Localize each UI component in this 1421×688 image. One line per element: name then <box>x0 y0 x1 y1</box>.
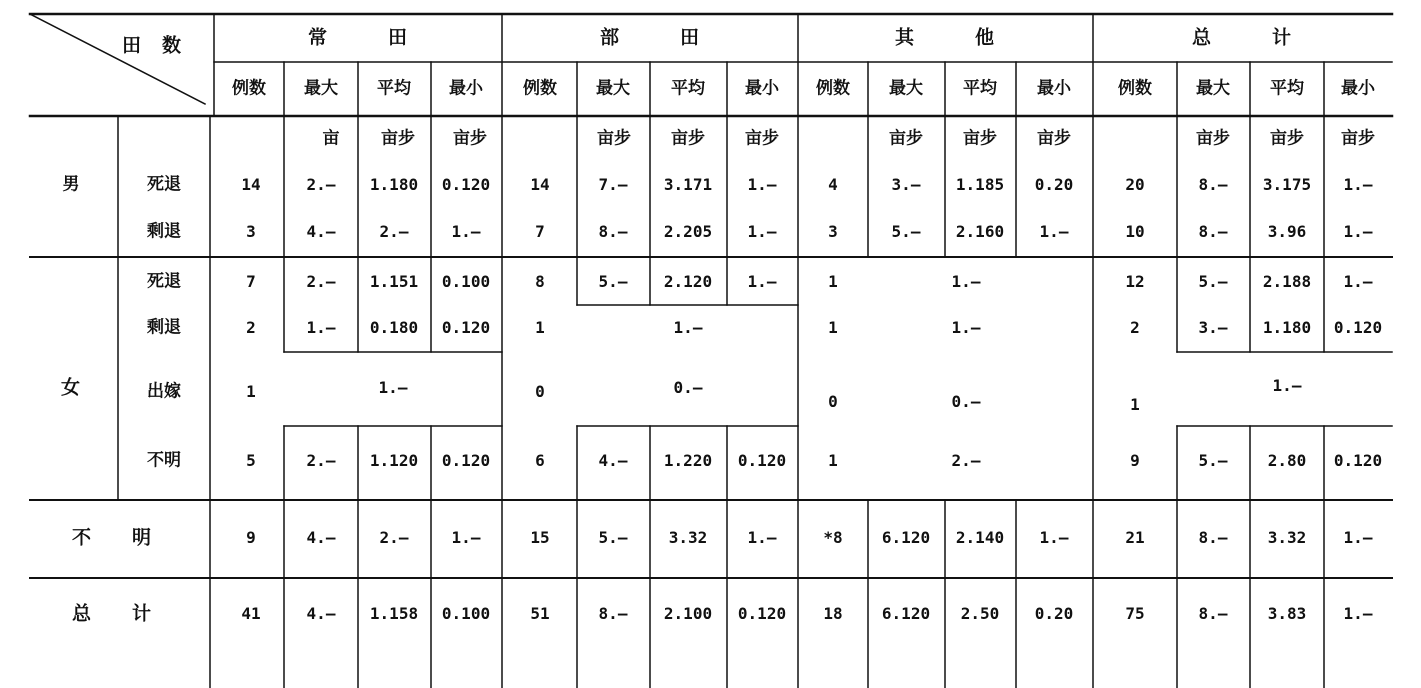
cell-max: 4.— <box>306 604 336 623</box>
cell-count: 2 <box>246 318 256 337</box>
unit-label: 亩步 <box>1196 128 1230 149</box>
cell-count: 7 <box>246 272 256 291</box>
cell-max: 3.— <box>891 175 921 194</box>
cell-avg: 3.175 <box>1262 175 1312 194</box>
cell-merged-value: 0.— <box>673 378 703 397</box>
cell-avg: 2.80 <box>1267 451 1307 470</box>
cell-min: 0.120 <box>737 604 787 623</box>
cell-min: 1.— <box>451 222 481 241</box>
section-label-male: 男 <box>62 174 80 195</box>
cell-count: 15 <box>530 528 550 547</box>
cell-merged-value: 1.— <box>951 318 981 337</box>
unit-label: 亩步 <box>745 128 779 149</box>
cell-max: 2.— <box>306 272 336 291</box>
cell-count: 7 <box>535 222 545 241</box>
cell-min: 1.— <box>1039 528 1069 547</box>
cell-min: 1.— <box>1343 175 1373 194</box>
cell-count: 18 <box>823 604 843 623</box>
cell-avg: 3.171 <box>663 175 713 194</box>
cell-min: 1.— <box>451 528 481 547</box>
cell-min: 1.— <box>747 222 777 241</box>
cell-max: 7.— <box>598 175 628 194</box>
cell-max: 8.— <box>598 222 628 241</box>
sub-header-count: 例数 <box>232 78 266 99</box>
cell-avg: 3.83 <box>1267 604 1307 623</box>
cell-count: 14 <box>530 175 550 194</box>
cell-count: 6 <box>535 451 545 470</box>
cell-max: 5.— <box>598 272 628 291</box>
cell-min: 1.— <box>1039 222 1069 241</box>
cell-avg: 1.120 <box>369 451 419 470</box>
cell-avg: 1.220 <box>663 451 713 470</box>
row-label: 死退 <box>147 271 181 292</box>
cell-min: 1.— <box>747 175 777 194</box>
cell-min: 0.120 <box>1333 451 1383 470</box>
group-header-qita: 其 他 <box>894 26 996 49</box>
row-label: 死退 <box>147 174 181 195</box>
cell-max: 8.— <box>1198 175 1228 194</box>
cell-avg: 1.180 <box>1262 318 1312 337</box>
cell-count: 1 <box>828 451 838 470</box>
cell-count: 1 <box>828 318 838 337</box>
cell-max: 5.— <box>598 528 628 547</box>
cell-count: 41 <box>241 604 261 623</box>
cell-count: 10 <box>1125 222 1145 241</box>
cell-count: 1 <box>828 272 838 291</box>
cell-min: 0.100 <box>441 272 491 291</box>
cell-count: 5 <box>246 451 256 470</box>
cell-count: 1 <box>535 318 545 337</box>
cell-count: 2 <box>1130 318 1140 337</box>
cell-max: 4.— <box>598 451 628 470</box>
cell-count: 3 <box>246 222 256 241</box>
section-label-female: 女 <box>60 376 82 399</box>
row-label: 剩退 <box>147 317 181 338</box>
cell-min: 1.— <box>1343 272 1373 291</box>
cell-avg: 2.140 <box>955 528 1005 547</box>
cell-count: 0 <box>828 392 838 411</box>
cell-avg: 1.180 <box>369 175 419 194</box>
section-label-unknown: 不 明 <box>71 526 153 549</box>
cell-avg: 3.32 <box>1267 528 1307 547</box>
cell-count: 12 <box>1125 272 1145 291</box>
cell-count: 1 <box>246 382 256 401</box>
cell-avg: 3.32 <box>668 528 708 547</box>
cell-min: 0.120 <box>441 318 491 337</box>
cell-min: 0.20 <box>1034 175 1074 194</box>
sub-header-min: 最小 <box>1341 78 1375 99</box>
cell-merged-value: 2.— <box>951 451 981 470</box>
sub-header-avg: 平均 <box>963 78 997 99</box>
cell-avg: 1.158 <box>369 604 419 623</box>
cell-count: 4 <box>828 175 838 194</box>
section-label-total: 总 计 <box>71 602 153 625</box>
row-label: 不明 <box>147 450 181 471</box>
cell-count: 9 <box>246 528 256 547</box>
sub-header-max: 最大 <box>596 78 630 99</box>
group-header-butian: 部 田 <box>599 26 701 49</box>
cell-merged-value: 1.— <box>1272 376 1302 395</box>
cell-min: 1.— <box>1343 222 1373 241</box>
cell-min: 1.— <box>747 528 777 547</box>
cell-max: 8.— <box>598 604 628 623</box>
cell-count: 75 <box>1125 604 1145 623</box>
cell-max: 4.— <box>306 528 336 547</box>
cell-max: 2.— <box>306 451 336 470</box>
group-header-zongji: 总 计 <box>1191 26 1293 49</box>
sub-header-max: 最大 <box>1196 78 1230 99</box>
cell-max: 8.— <box>1198 222 1228 241</box>
cell-avg: 2.160 <box>955 222 1005 241</box>
cell-min: 0.120 <box>1333 318 1383 337</box>
cell-count: 3 <box>828 222 838 241</box>
cell-avg: 2.100 <box>663 604 713 623</box>
cell-merged-value: 0.— <box>951 392 981 411</box>
cell-avg: 2.50 <box>960 604 1000 623</box>
unit-label: 亩步 <box>381 128 415 149</box>
group-header-changtian: 常 田 <box>307 26 409 49</box>
cell-avg: 3.96 <box>1267 222 1307 241</box>
cell-merged-value: 1.— <box>378 378 408 397</box>
cell-count: 21 <box>1125 528 1145 547</box>
sub-header-min: 最小 <box>745 78 779 99</box>
corner-header: 田 数 <box>121 34 183 57</box>
cell-avg: 2.188 <box>1262 272 1312 291</box>
cell-min: 0.20 <box>1034 604 1074 623</box>
cell-max: 5.— <box>1198 272 1228 291</box>
cell-count: *8 <box>823 528 843 547</box>
sub-header-max: 最大 <box>304 78 338 99</box>
cell-max: 2.— <box>306 175 336 194</box>
cell-max: 8.— <box>1198 604 1228 623</box>
cell-min: 0.120 <box>441 175 491 194</box>
cell-count: 9 <box>1130 451 1140 470</box>
unit-label: 亩 <box>322 128 340 149</box>
cell-count: 20 <box>1125 175 1145 194</box>
cell-count: 0 <box>535 382 545 401</box>
sub-header-avg: 平均 <box>671 78 705 99</box>
sub-header-count: 例数 <box>816 78 850 99</box>
unit-label: 亩步 <box>671 128 705 149</box>
sub-header-min: 最小 <box>1037 78 1071 99</box>
cell-min: 1.— <box>1343 604 1373 623</box>
cell-min: 1.— <box>747 272 777 291</box>
cell-max: 6.120 <box>881 604 931 623</box>
cell-max: 4.— <box>306 222 336 241</box>
row-label: 剩退 <box>147 221 181 242</box>
cell-avg: 2.120 <box>663 272 713 291</box>
cell-min: 0.100 <box>441 604 491 623</box>
cell-avg: 0.180 <box>369 318 419 337</box>
cell-merged-value: 1.— <box>951 272 981 291</box>
cell-avg: 2.— <box>379 528 409 547</box>
cell-max: 6.120 <box>881 528 931 547</box>
sub-header-max: 最大 <box>889 78 923 99</box>
sub-header-avg: 平均 <box>1270 78 1304 99</box>
cell-avg: 1.151 <box>369 272 419 291</box>
cell-max: 5.— <box>891 222 921 241</box>
unit-label: 亩步 <box>1341 128 1375 149</box>
sub-header-avg: 平均 <box>377 78 411 99</box>
unit-label: 亩步 <box>453 128 487 149</box>
cell-count: 51 <box>530 604 550 623</box>
cell-max: 8.— <box>1198 528 1228 547</box>
cell-avg: 2.— <box>379 222 409 241</box>
row-label: 出嫁 <box>147 381 181 402</box>
unit-label: 亩步 <box>889 128 923 149</box>
sub-header-count: 例数 <box>523 78 557 99</box>
cell-min: 1.— <box>1343 528 1373 547</box>
cell-avg: 1.185 <box>955 175 1005 194</box>
cell-count: 8 <box>535 272 545 291</box>
cell-max: 3.— <box>1198 318 1228 337</box>
cell-merged-value: 1.— <box>673 318 703 337</box>
sub-header-count: 例数 <box>1118 78 1152 99</box>
cell-count: 14 <box>241 175 261 194</box>
cell-min: 0.120 <box>737 451 787 470</box>
unit-label: 亩步 <box>1270 128 1304 149</box>
cell-max: 5.— <box>1198 451 1228 470</box>
unit-label: 亩步 <box>597 128 631 149</box>
unit-label: 亩步 <box>963 128 997 149</box>
cell-avg: 2.205 <box>663 222 713 241</box>
cell-count: 1 <box>1130 395 1140 414</box>
cell-max: 1.— <box>306 318 336 337</box>
unit-label: 亩步 <box>1037 128 1071 149</box>
sub-header-min: 最小 <box>449 78 483 99</box>
cell-min: 0.120 <box>441 451 491 470</box>
